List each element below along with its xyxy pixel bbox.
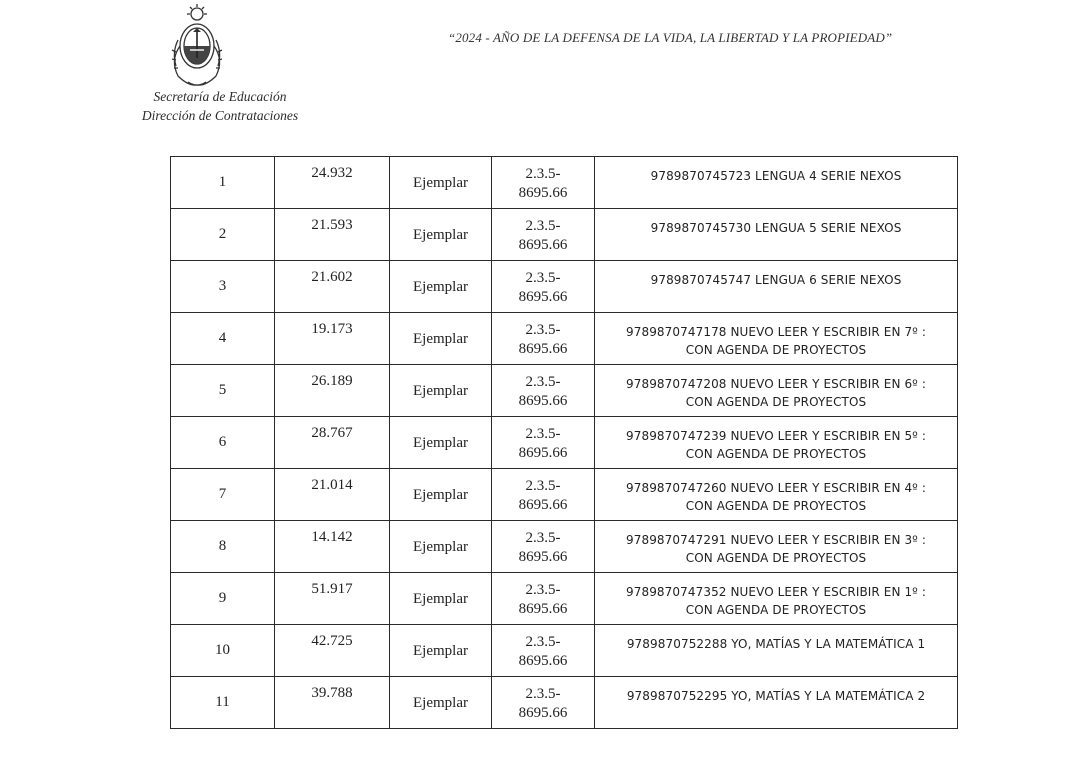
secretariat-name: Secretaría de Educación (153, 89, 287, 104)
table-row (171, 313, 958, 365)
item-number-cell (171, 365, 275, 417)
item-number-cell (171, 209, 275, 261)
budget-code-cell (492, 469, 595, 521)
item-number-cell (171, 313, 275, 365)
item-number-cell (171, 417, 275, 469)
item-number-text: 8 (218, 538, 227, 554)
table-row (171, 261, 958, 313)
description-text: 9789870747239 NUEVO LEER Y ESCRIBIR EN 5º : CON AGENDA DE PROYECTOS (625, 429, 926, 461)
description-text: 9789870752295 YO, MATÍAS Y LA MATEMÁTICA 2 (626, 689, 926, 703)
quantity-text: 42.725 (311, 633, 353, 649)
unit-text: Ejemplar (413, 487, 468, 503)
quantity-text: 28.767 (311, 425, 353, 441)
description-cell (595, 521, 958, 573)
budget-code-text: 2.3.5-8695.66 (518, 426, 568, 461)
item-number-text: 3 (218, 278, 227, 294)
budget-code-text: 2.3.5-8695.66 (518, 634, 568, 669)
budget-code-cell (492, 625, 595, 677)
item-number-text: 7 (218, 486, 227, 502)
item-number-text: 4 (218, 330, 227, 346)
unit-cell (390, 209, 492, 261)
quantity-text: 51.917 (311, 581, 353, 597)
unit-cell (390, 417, 492, 469)
items-table-body (171, 157, 958, 729)
quantity-cell (275, 625, 390, 677)
description-cell (595, 625, 958, 677)
budget-code-text: 2.3.5-8695.66 (518, 270, 568, 305)
unit-text: Ejemplar (413, 331, 468, 347)
description-text: 9789870747208 NUEVO LEER Y ESCRIBIR EN 6º : CON AGENDA DE PROYECTOS (625, 377, 926, 409)
coat-of-arms-icon (166, 2, 228, 88)
budget-code-cell (492, 573, 595, 625)
unit-text: Ejemplar (413, 435, 468, 451)
description-text: 9789870745723 LENGUA 4 SERIE NEXOS (650, 169, 902, 183)
budget-code-text: 2.3.5-8695.66 (518, 166, 568, 201)
description-cell (595, 313, 958, 365)
description-text: 9789870747352 NUEVO LEER Y ESCRIBIR EN 1º : CON AGENDA DE PROYECTOS (625, 585, 926, 617)
budget-code-cell (492, 313, 595, 365)
budget-code-text: 2.3.5-8695.66 (518, 218, 568, 253)
unit-text: Ejemplar (413, 591, 468, 607)
description-cell (595, 209, 958, 261)
table-row (171, 521, 958, 573)
description-cell (595, 417, 958, 469)
unit-cell (390, 573, 492, 625)
table-row (171, 209, 958, 261)
quantity-cell (275, 677, 390, 729)
budget-code-cell (492, 261, 595, 313)
quantity-text: 39.788 (311, 685, 353, 701)
item-number-text: 9 (218, 590, 227, 606)
quantity-cell (275, 261, 390, 313)
item-number-cell (171, 625, 275, 677)
unit-cell (390, 157, 492, 209)
description-text: 9789870745730 LENGUA 5 SERIE NEXOS (650, 221, 902, 235)
budget-code-text: 2.3.5-8695.66 (518, 374, 568, 409)
budget-code-cell (492, 365, 595, 417)
description-cell (595, 677, 958, 729)
unit-text: Ejemplar (413, 539, 468, 555)
unit-text: Ejemplar (413, 279, 468, 295)
item-number-text: 5 (218, 382, 227, 398)
quantity-cell (275, 573, 390, 625)
quantity-cell (275, 521, 390, 573)
budget-code-text: 2.3.5-8695.66 (518, 686, 568, 721)
budget-code-text: 2.3.5-8695.66 (518, 530, 568, 565)
description-text: 9789870747291 NUEVO LEER Y ESCRIBIR EN 3º : CON AGENDA DE PROYECTOS (625, 533, 926, 565)
item-number-text: 1 (218, 174, 227, 190)
unit-cell (390, 365, 492, 417)
quantity-cell (275, 365, 390, 417)
item-number-cell (171, 677, 275, 729)
item-number-text: 11 (215, 694, 230, 710)
item-number-cell (171, 157, 275, 209)
description-text: 9789870745747 LENGUA 6 SERIE NEXOS (650, 273, 902, 287)
unit-text: Ejemplar (413, 227, 468, 243)
quantity-text: 21.593 (311, 217, 353, 233)
budget-code-cell (492, 209, 595, 261)
budget-code-cell (492, 521, 595, 573)
description-cell (595, 573, 958, 625)
unit-cell (390, 469, 492, 521)
quantity-text: 19.173 (311, 321, 353, 337)
table-row (171, 469, 958, 521)
quantity-text: 24.932 (311, 165, 353, 181)
unit-text: Ejemplar (413, 383, 468, 399)
description-cell (595, 365, 958, 417)
item-number-cell (171, 573, 275, 625)
unit-cell (390, 521, 492, 573)
issuing-office (118, 87, 322, 125)
quantity-cell (275, 417, 390, 469)
description-cell (595, 469, 958, 521)
quantity-cell (275, 157, 390, 209)
table-row (171, 573, 958, 625)
description-text: 9789870747178 NUEVO LEER Y ESCRIBIR EN 7º : CON AGENDA DE PROYECTOS (625, 325, 926, 357)
description-text: 9789870752288 YO, MATÍAS Y LA MATEMÁTICA 1 (626, 637, 926, 651)
description-cell (595, 157, 958, 209)
quantity-text: 21.014 (311, 477, 353, 493)
quantity-cell (275, 469, 390, 521)
item-number-text: 6 (218, 434, 227, 450)
quantity-text: 14.142 (311, 529, 353, 545)
budget-code-cell (492, 417, 595, 469)
unit-text: Ejemplar (413, 175, 468, 191)
unit-cell (390, 677, 492, 729)
items-table (170, 156, 958, 729)
table-row (171, 417, 958, 469)
quantity-cell (275, 209, 390, 261)
item-number-text: 10 (215, 642, 230, 658)
description-cell (595, 261, 958, 313)
table-row (171, 157, 958, 209)
budget-code-cell (492, 157, 595, 209)
budget-code-text: 2.3.5-8695.66 (518, 478, 568, 513)
unit-cell (390, 313, 492, 365)
unit-cell (390, 625, 492, 677)
directorate-name: Dirección de Contrataciones (141, 108, 299, 123)
quantity-text: 21.602 (311, 269, 353, 285)
table-row (171, 365, 958, 417)
item-number-cell (171, 261, 275, 313)
unit-text: Ejemplar (413, 643, 468, 659)
item-number-cell (171, 521, 275, 573)
table-row (171, 625, 958, 677)
unit-text: Ejemplar (413, 695, 468, 711)
quantity-cell (275, 313, 390, 365)
budget-code-text: 2.3.5-8695.66 (518, 322, 568, 357)
description-text: 9789870747260 NUEVO LEER Y ESCRIBIR EN 4º : CON AGENDA DE PROYECTOS (625, 481, 926, 513)
budget-code-text: 2.3.5-8695.66 (518, 582, 568, 617)
quantity-text: 26.189 (311, 373, 353, 389)
item-number-cell (171, 469, 275, 521)
table-row (171, 677, 958, 729)
unit-cell (390, 261, 492, 313)
year-motto: “2024 - AÑO DE LA DEFENSA DE LA VIDA, LA LIBERTAD Y LA PROPIEDAD” (448, 30, 893, 45)
item-number-text: 2 (218, 226, 227, 242)
budget-code-cell (492, 677, 595, 729)
